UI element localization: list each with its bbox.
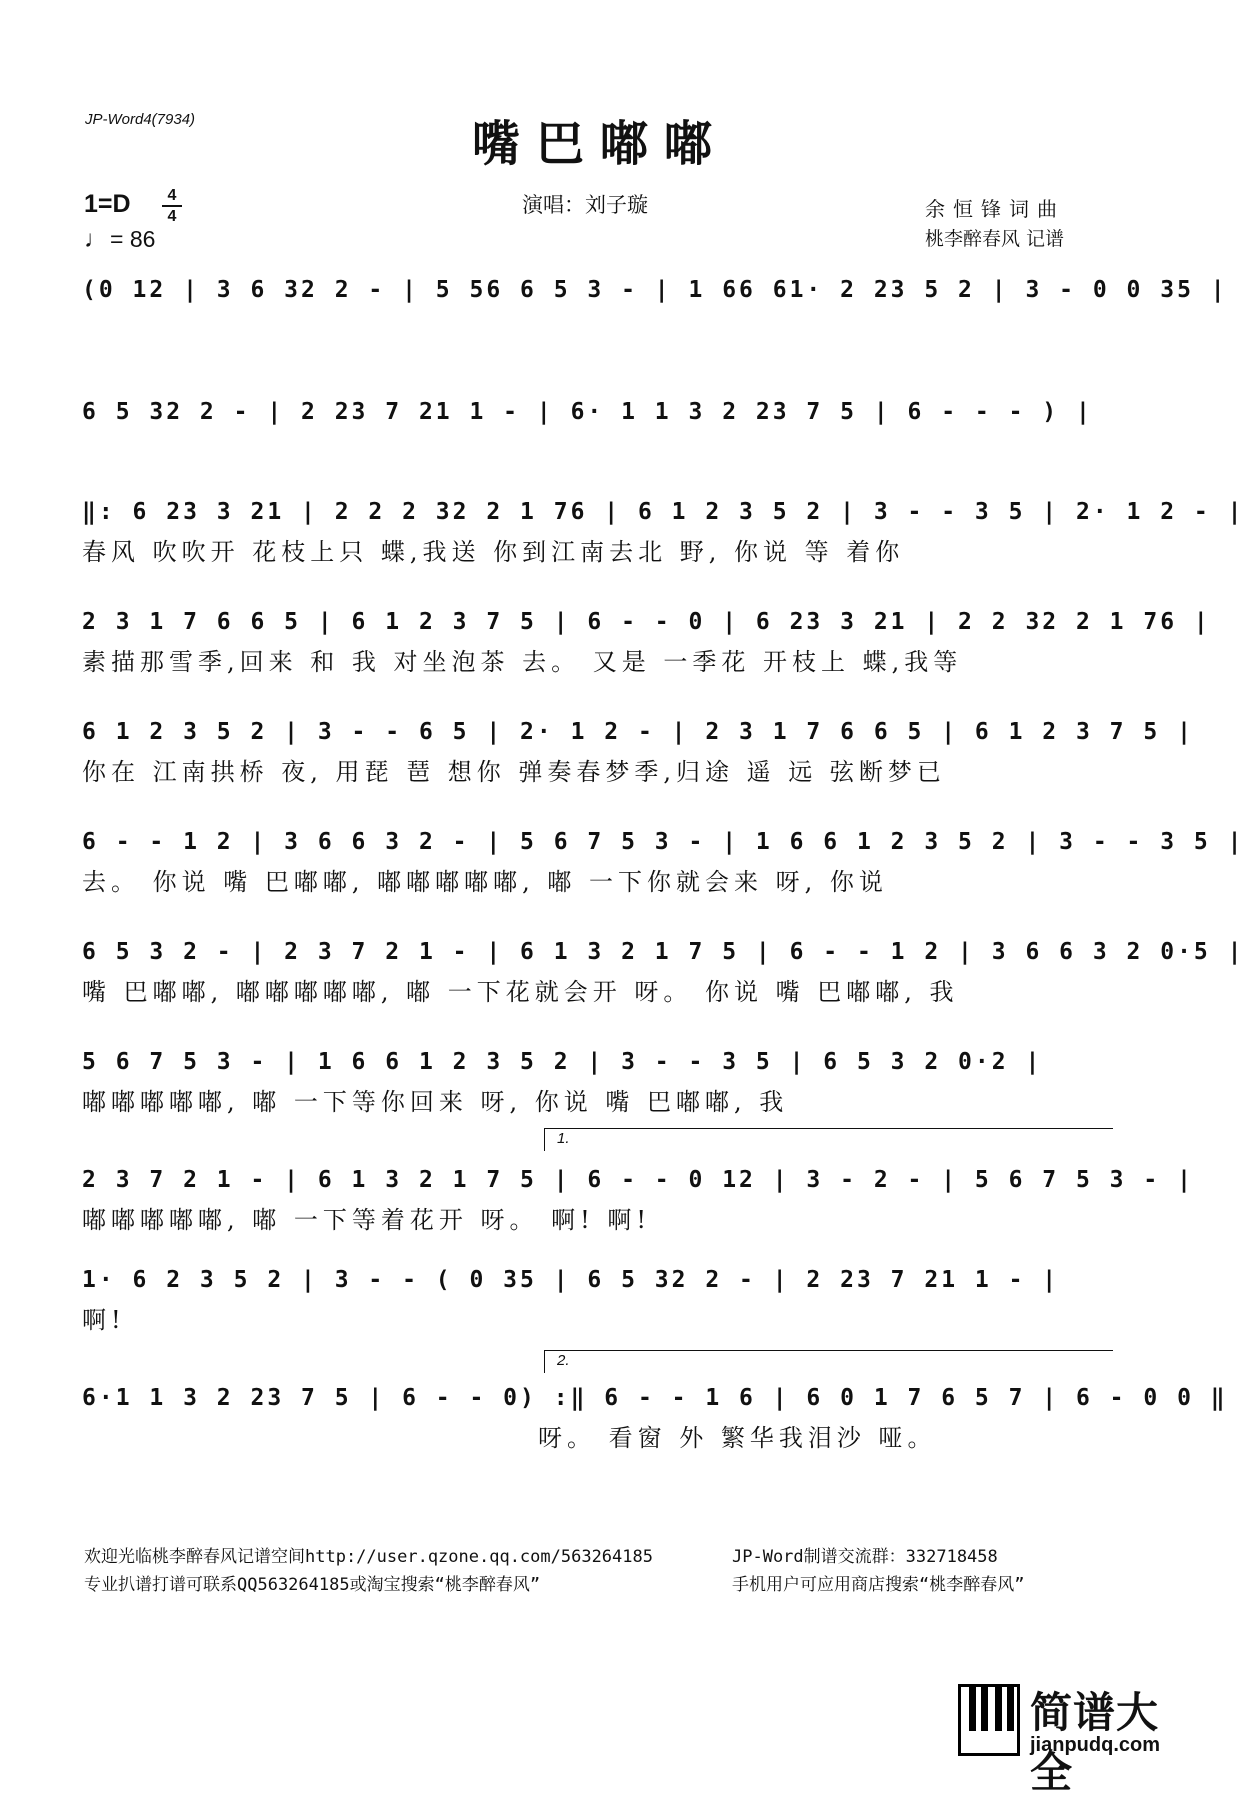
score-system xyxy=(82,1040,1112,1120)
lyric-line: 嘟嘟嘟嘟嘟, 嘟 一下等着花开 呀。 啊! 啊! xyxy=(82,1206,652,1234)
lyric-line: 嘟嘟嘟嘟嘟, 嘟 一下等你回来 呀, 你说 嘴 巴嘟嘟, 我 xyxy=(82,1088,789,1116)
software-label: JP-Word4(7934) xyxy=(85,111,196,128)
score-system xyxy=(82,1130,1194,1238)
score-system xyxy=(82,268,1228,348)
lyric-line: 去。 你说 嘴 巴嘟嘟, 嘟嘟嘟嘟嘟, 嘟 一下你就会来 呀, 你说 xyxy=(82,868,888,896)
score-body xyxy=(82,268,1244,1456)
first-ending-label: 1. xyxy=(557,1130,570,1147)
time-signature-bottom: 4 xyxy=(167,208,177,225)
key-signature: 1=D xyxy=(84,190,131,218)
singer-credit: 演唱：刘子璇 xyxy=(522,193,648,217)
logo-name: 简谱大全 xyxy=(1030,1688,1160,1797)
site-logo xyxy=(958,1682,1190,1797)
footer-line-2-right: 手机用户可应用商店搜索“桃李醉春风” xyxy=(732,1575,1025,1595)
footer-line-1-right: JP-Word制谱交流群：332718458 xyxy=(732,1547,998,1567)
notation-line: 1· 6 2 3 5 2 | 3 - - ( 0 35 | 6 5 32 2 - | 2 23 7 21 1 - | xyxy=(82,1267,1060,1293)
notation-line: 2 3 7 2 1 - | 6 1 3 2 1 7 5 | 6 - - 0 12 | 3 - 2 - | 5 6 7 5 3 - | xyxy=(82,1167,1194,1193)
notation-line: 6 1 2 3 5 2 | 3 - - 6 5 | 2· 1 2 - | 2 3 1 7 6 6 5 | 6 1 2 3 7 5 | xyxy=(82,719,1194,745)
first-ending-bracket xyxy=(544,1128,1113,1151)
lyric-line xyxy=(82,312,1112,348)
notation-line: 2 3 1 7 6 6 5 | 6 1 2 3 7 5 | 6 - - 0 | 6 23 3 21 | 2 2 32 2 1 76 | xyxy=(82,609,1211,635)
lyric-line: 嘴 巴嘟嘟, 嘟嘟嘟嘟嘟, 嘟 一下花就会开 呀。 你说 嘴 巴嘟嘟, 我 xyxy=(82,978,959,1006)
score-system xyxy=(82,490,1244,570)
notation-line: 6·1 1 3 2 23 7 5 | 6 - - 0) :‖ 6 - - 1 6 | 6 0 1 7 6 5 7 | 6 - 0 0 ‖ xyxy=(82,1385,1228,1411)
score-system xyxy=(82,1352,1228,1456)
time-signature xyxy=(162,188,182,224)
notation-line: 6 5 3 2 - | 2 3 7 2 1 - | 6 1 3 2 1 7 5 | 6 - - 1 2 | 3 6 6 3 2 0·5 | xyxy=(82,939,1244,965)
lyric-line: 呀。 看窗 外 繁华我泪沙 哑。 xyxy=(538,1424,937,1452)
notation-line: ‖: 6 23 3 21 | 2 2 2 32 2 1 76 | 6 1 2 3 5 2 | 3 - - 3 5 | 2· 1 2 - | xyxy=(82,499,1244,525)
notation-line: (0 12 | 3 6 32 2 - | 5 56 6 5 3 - | 1 66 61· 2 23 5 2 | 3 - 0 0 35 | xyxy=(82,277,1228,303)
second-ending-bracket xyxy=(544,1350,1113,1373)
notation-line: 6 - - 1 2 | 3 6 6 3 2 - | 5 6 7 5 3 - | 1 6 6 1 2 3 5 2 | 3 - - 3 5 | xyxy=(82,829,1244,855)
score-system xyxy=(82,710,1194,790)
notation-line: 6 5 32 2 - | 2 23 7 21 1 - | 6· 1 1 3 2 23 7 5 | 6 - - - ) | xyxy=(82,399,1093,425)
composer-credit: 余恒锋词曲 xyxy=(925,197,1065,221)
notation-line: 5 6 7 5 3 - | 1 6 6 1 2 3 5 2 | 3 - - 3 5 | 6 5 3 2 0·2 | xyxy=(82,1049,1043,1075)
score-system xyxy=(82,1258,1112,1338)
score-system xyxy=(82,820,1244,900)
lyric-line: 啊! xyxy=(82,1306,126,1334)
score-system xyxy=(82,600,1211,680)
footer-line-2-left: 专业扒谱打谱可联系QQ563264185或淘宝搜索“桃李醉春风” xyxy=(84,1575,541,1595)
quarter-note-icon: ♩ xyxy=(84,226,108,253)
transcriber-credit: 桃李醉春风 记谱 xyxy=(925,228,1065,250)
tempo-value: = 86 xyxy=(110,226,156,252)
time-signature-top: 4 xyxy=(167,187,177,204)
lyric-line xyxy=(82,434,1112,470)
footer-line-1-left: 欢迎光临桃李醉春风记谱空间http://user.qzone.qq.com/563264185 xyxy=(84,1547,653,1567)
logo-url: jianpudq.com xyxy=(1030,1734,1160,1756)
lyric-line: 你在 江南拱桥 夜, 用琵 琶 想你 弹奏春梦季,归途 遥 远 弦断梦已 xyxy=(82,758,946,786)
second-ending-label: 2. xyxy=(557,1352,570,1369)
song-title: 嘴巴嘟嘟 xyxy=(471,116,728,172)
score-system xyxy=(82,390,1112,470)
score-system xyxy=(82,930,1244,1010)
lyric-line: 春风 吹吹开 花枝上只 蝶,我送 你到江南去北 野, 你说 等 着你 xyxy=(82,538,905,566)
tempo xyxy=(84,226,155,254)
lyric-line: 素描那雪季,回来 和 我 对坐泡茶 去。 又是 一季花 开枝上 蝶,我等 xyxy=(82,648,963,676)
piano-keys-icon xyxy=(958,1684,1020,1756)
